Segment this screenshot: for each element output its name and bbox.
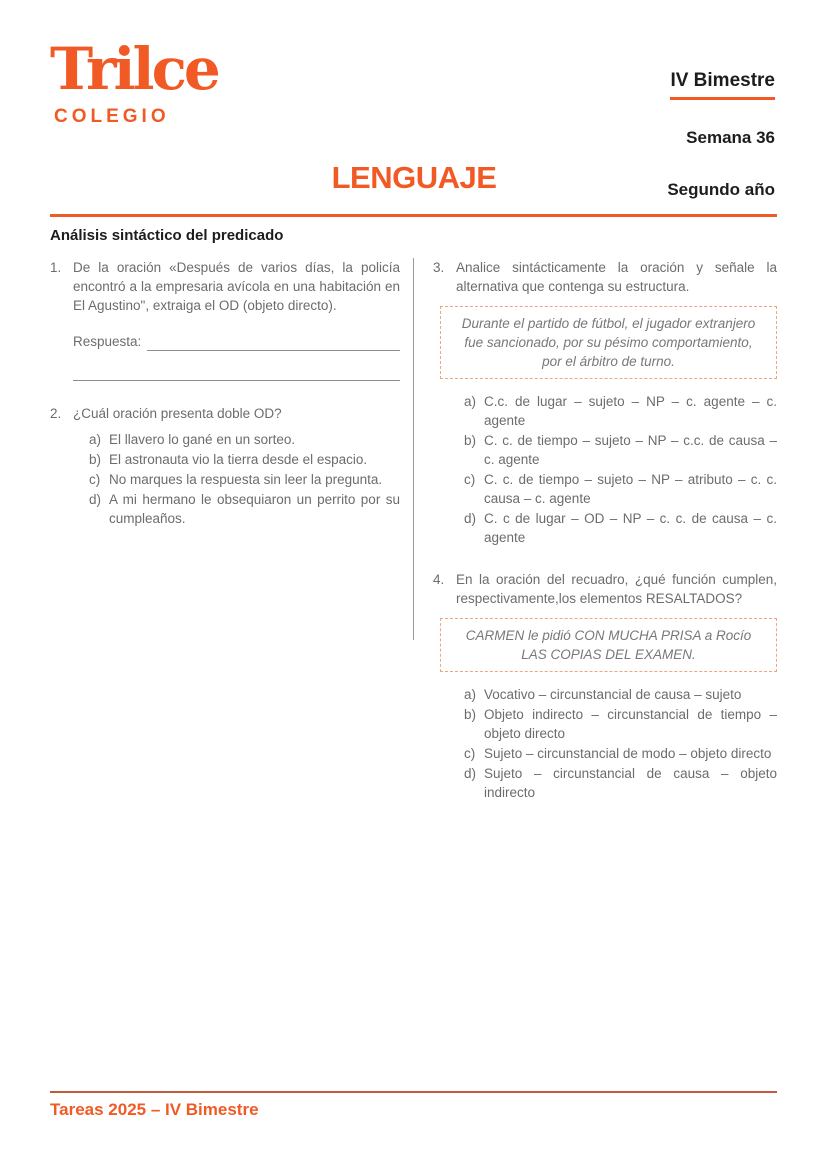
trilce-logo xyxy=(50,35,218,128)
question-number: 2. xyxy=(50,406,62,421)
question-number: 1. xyxy=(50,260,62,275)
option-row xyxy=(464,470,777,508)
option-letter: b) xyxy=(464,433,477,448)
option-letter: b) xyxy=(89,452,102,467)
header-rule xyxy=(50,214,777,217)
column-divider xyxy=(413,258,414,640)
question-4 xyxy=(433,570,777,802)
option-letter: d) xyxy=(464,511,477,526)
logo-wordmark: Trilce xyxy=(50,35,218,103)
option-row xyxy=(464,509,777,547)
question-text: En la oración del recuadro, ¿qué función cumplen, respectivamente,los elementos RESALTADOS? xyxy=(456,572,777,606)
option-letter: c) xyxy=(89,472,101,487)
question-text: De la oración «Después de varios días, la policía encontró a la empresaria avícola en una habitación en El Agustino", extraiga el OD (objeto directo). xyxy=(73,260,400,313)
option-text: A mi hermano le obsequiaron un perrito por su cumpleaños. xyxy=(109,492,400,526)
answer-label: Respuesta: xyxy=(73,334,142,349)
option-row xyxy=(464,744,777,763)
option-text: C. c. de tiempo – sujeto – NP – c.c. de causa – c. agente xyxy=(484,433,777,467)
question-number: 4. xyxy=(433,572,445,587)
option-text: Vocativo – circunstancial de causa – sujeto xyxy=(484,687,742,702)
option-row xyxy=(464,431,777,469)
option-text: El llavero lo gané en un sorteo. xyxy=(109,432,296,447)
question-3 xyxy=(433,258,777,547)
options-list xyxy=(456,685,777,802)
option-text: Sujeto – circunstancial de causa – objeto indirecto xyxy=(484,766,777,800)
option-text: C.c. de lugar – sujeto – NP – c. agente – c. agente xyxy=(484,394,777,428)
week-label: Semana 36 xyxy=(686,128,775,147)
option-row xyxy=(89,430,400,449)
option-row xyxy=(89,490,400,528)
option-row xyxy=(464,705,777,743)
options-list xyxy=(456,392,777,547)
option-text: C. c de lugar – OD – NP – c. c. de causa – c. agente xyxy=(484,511,777,545)
section-title: Análisis sintáctico del predicado xyxy=(50,227,284,244)
option-row xyxy=(464,764,777,802)
left-column xyxy=(50,258,400,551)
bimester-block xyxy=(670,70,775,100)
course-title: LENGUAJE xyxy=(331,160,497,195)
question-number: 3. xyxy=(433,260,445,275)
footer-text: Tareas 2025 – IV Bimestre xyxy=(50,1100,259,1119)
options-list xyxy=(73,430,400,528)
answer-row xyxy=(73,332,400,351)
option-letter: a) xyxy=(464,687,477,702)
bimester-underline xyxy=(670,97,775,100)
option-letter: c) xyxy=(464,746,476,761)
logo-subtitle: COLEGIO xyxy=(54,106,170,127)
option-letter: a) xyxy=(464,394,477,409)
answer-line xyxy=(147,338,400,351)
option-text: Sujeto – circunstancial de modo – objeto directo xyxy=(484,746,772,761)
option-letter: c) xyxy=(464,472,476,487)
option-letter: d) xyxy=(89,492,102,507)
option-letter: d) xyxy=(464,766,477,781)
footer-rule xyxy=(50,1091,777,1093)
right-column xyxy=(433,258,777,825)
question-2 xyxy=(50,404,400,528)
option-text: El astronauta vio la tierra desde el espacio. xyxy=(109,452,368,467)
option-row xyxy=(89,450,400,469)
option-letter: a) xyxy=(89,432,102,447)
option-row xyxy=(464,392,777,430)
question-1 xyxy=(50,258,400,381)
grade-label: Segundo año xyxy=(667,180,775,199)
option-text: C. c. de tiempo – sujeto – NP – atributo – c. c. causa – c. agente xyxy=(484,472,777,506)
bimester-label: IV Bimestre xyxy=(670,70,775,91)
option-text: No marques la respuesta sin leer la pregunta. xyxy=(109,472,383,487)
option-text: Objeto indirecto – circunstancial de tiempo – objeto directo xyxy=(484,707,777,741)
answer-line xyxy=(73,380,400,381)
option-letter: b) xyxy=(464,707,477,722)
option-row xyxy=(89,470,400,489)
question-text: Analice sintácticamente la oración y señale la alternativa que contenga su estructura. xyxy=(456,260,777,294)
option-row xyxy=(464,685,777,704)
sentence-box: CARMEN le pidió CON MUCHA PRISA a Rocío LAS COPIAS DEL EXAMEN. xyxy=(440,618,777,672)
sentence-box: Durante el partido de fútbol, el jugador extranjero fue sancionado, por su pésimo comportamiento, por el árbitro de turno. xyxy=(440,306,777,379)
question-text: ¿Cuál oración presenta doble OD? xyxy=(73,406,282,421)
